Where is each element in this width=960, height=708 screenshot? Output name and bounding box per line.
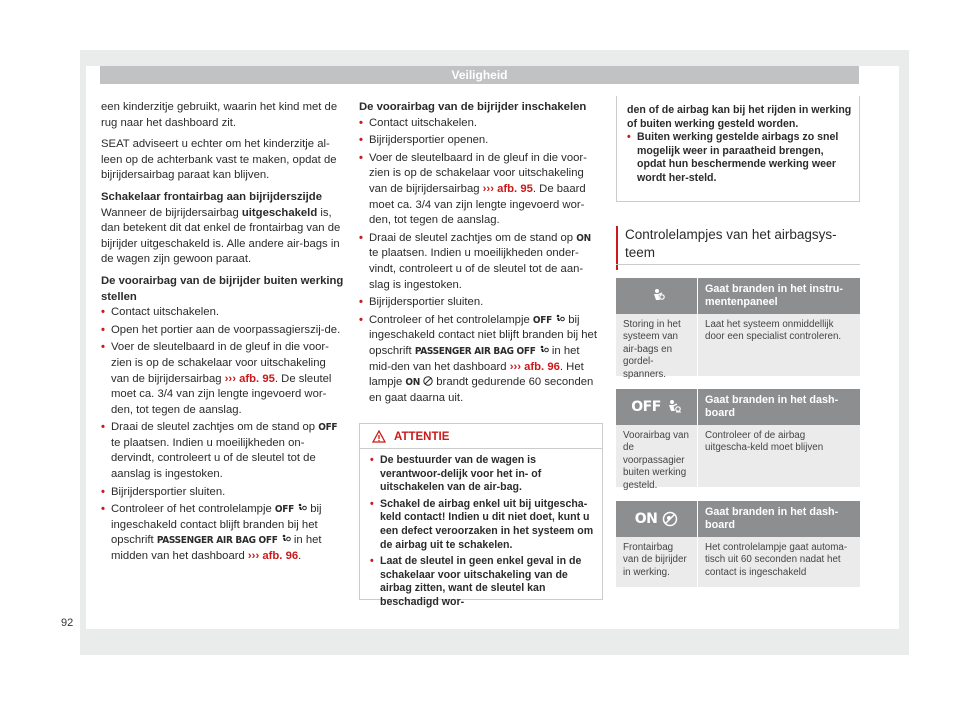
subheading: De voorairbag van de bijrijder buiten werking stellen [101,274,344,303]
passenger-airbag-off-symbol: PASSENGER AIR BAG OFF [414,345,536,357]
text: bij ingeschakeld contact niet blijft branden bij het opschrift [369,313,597,357]
paragraph [101,206,345,268]
figure-link[interactable]: ››› afb. 95 [482,182,533,195]
divider [616,264,860,265]
list-item [359,231,603,293]
column-left [101,100,345,567]
table-header [616,501,860,537]
table-header [616,278,860,314]
airbag-crossed-icon [423,376,433,386]
list-item [101,502,345,564]
warning-continuation-box [616,96,860,202]
list-item: • Bijrijdersportier sluiten. [101,485,345,501]
figure-link[interactable]: ››› afb. 96 [509,360,560,373]
list-item: • Contact uitschakelen. [101,305,345,321]
list-item [101,340,345,418]
text: Controleer of het controlelampje [111,503,275,516]
text: Wanneer de bijrijdersairbag [101,206,242,219]
warning-continuation-body [627,104,855,186]
text: . De sleutel moet ca. 3/4 van zijn lengte ingevoerd wor-den, tot tegen de aanslag. [111,372,332,416]
text: brandt gedurende 60 seconden en gaat daarna uit. [369,376,594,404]
table-cell-action: Het controlelampje gaat automa-tisch uit 60 seconden nadat het contact is ingeschakeld [705,542,848,578]
warning-triangle-icon [372,430,386,443]
on-symbol: ON [634,511,658,527]
airbag-person-off-icon [539,345,549,355]
warning-title-text: ATTENTIE [394,430,450,443]
table-header-text: Gaat branden in het dash-board [705,394,839,419]
text: te plaatsen. Indien u moeilijkheden onder-vindt, controleert u of de sleutel tot de aan-slag is ingestoken. [369,247,584,291]
text: Voer de sleutelbaard in de gleuf in die voor-zien is op de schakelaar voor uitschakeling van de bijrijdersairbag [369,151,587,195]
list-item: • Bijrijdersportier sluiten. [359,295,603,311]
section-title: Controlelampjes van het airbagsys-teem [616,226,860,270]
airbag-person-off-icon [555,314,565,324]
table-cell-cause: Voorairbag van de voorpassagier buiten werking gesteld. [616,425,698,487]
text: . De baard moet ca. 3/4 van zijn lengte ingevoerd wor-den, tot tegen de aanslag. [369,182,586,227]
text: bij ingeschakeld contact blijft branden bij het opschrift [111,503,322,547]
table-cell-action: Laat het systeem onmiddellijk door een specialist controleren. [705,319,842,343]
text: Draai de sleutel zachtjes om de stand op [369,231,577,244]
text: . [298,550,302,563]
text: Voer de sleutelbaard in de gleuf in die voor-zien is op de schakelaar voor uitschakeling van de bijrijdersairbag [111,341,329,385]
off-symbol: OFF [631,399,661,415]
passenger-airbag-off-symbol: PASSENGER AIR BAG OFF [156,535,278,547]
subheading: De voorairbag van de bijrijder inschakelen [359,101,587,113]
table-cell-cause: Frontairbag van de bijrijder in werking. [616,537,698,587]
page-header: Veiligheid [100,66,859,84]
text: is, dan betekent dit dat enkel de frontairbag van de bijrijder uitgeschakeld is. Alle andere air-bags in de wagen zijn gewoon paraat. [101,206,341,266]
list-item [359,313,603,407]
table-cell-cause: Storing in het systeem van air-bags en gordel-spanners. [616,314,698,376]
indicator-table [616,278,860,380]
airbag-person-off-icon [281,534,291,544]
off-symbol: OFF [318,422,338,434]
figure-link[interactable]: ››› afb. 96 [247,550,299,563]
list-item [359,151,603,229]
list-item [101,420,345,482]
warning-title [372,430,449,443]
table-row [616,425,860,491]
on-symbol: ON [405,377,420,389]
subheading: Schakelaar frontairbag aan bijrijderszijde [101,190,322,203]
off-symbol: OFF [274,504,294,516]
warning-body [370,454,598,613]
text: Controleer of het controlelampje [369,313,533,326]
text: in het mid-den van het dashboard [369,344,580,373]
list-item: • Contact uitschakelen. [359,116,603,132]
page-number: 92 [61,617,74,629]
text: . Het lampje [369,360,584,389]
indicator-table [616,389,860,491]
table-row [616,537,860,587]
on-symbol: ON [576,232,591,244]
warning-box [359,423,603,608]
column-middle [359,100,603,408]
off-symbol: OFF [532,314,552,326]
divider [360,448,602,449]
table-cell-action: Controleer of de airbag uitgescha-keld moet blijven [705,430,824,454]
indicator-icon-cell [616,389,698,425]
text: Draai de sleutel zachtjes om de stand op [111,421,319,434]
warning-item: • De bestuurder van de wagen is verantwoor-delijk voor het in- of uitschakelen van de air-bag. [370,454,598,495]
indicator-table [616,501,860,587]
table-row [616,314,860,380]
figure-link[interactable]: ››› afb. 95 [224,372,275,385]
warning-text: den of de airbag kan bij het rijden in werking of buiten werking gesteld worden. [627,104,852,130]
text: te plaatsen. Indien u moeilijkheden on-dervindt, controleert u of de sleutel tot de aanslag is ingestoken. [111,436,316,481]
bold-text: uitgeschakeld [241,206,318,219]
list-item: • Open het portier aan de voorpassagierszij-de. [101,323,345,339]
airbag-crossed-icon [662,511,678,527]
warning-item: • Schakel de airbag enkel uit bij uitgescha-keld contact! Indien u dit niet doet, kunt u een defect veroorzaken in het systeem om de airbag uit te schakelen. [370,498,598,552]
list-item: • Bijrijdersportier openen. [359,133,603,149]
indicator-icon-cell [616,501,698,537]
airbag-person-icon [649,288,665,304]
warning-item: • Buiten werking gestelde airbags zo snel mogelijk weer in paraatheid brengen, opdat hun beschermende werking weer wordt her-steld. [627,131,855,185]
text: in het midden van het dashboard [111,534,322,563]
indicator-icon-cell [616,278,698,314]
paragraph: SEAT adviseert u echter om het kinderzitje al-leen op de achterbank vast te maken, opdat de bijrijdersairbag paraat kan blijven. [101,138,337,182]
airbag-person-off-icon [666,399,682,415]
table-header [616,389,860,425]
table-header-text: Gaat branden in het instru-mentenpaneel [705,283,843,308]
airbag-person-off-icon [297,503,307,513]
warning-item: • Laat de sleutel in geen enkel geval in de schakelaar voor uitschakeling van de airbag zitten, want de sleutel kan beschadigd wor- [370,555,598,609]
paragraph: een kinderzitje gebruikt, waarin het kind met de rug naar het dashboard zit. [101,101,338,129]
table-header-text: Gaat branden in het dash-board [705,506,839,531]
